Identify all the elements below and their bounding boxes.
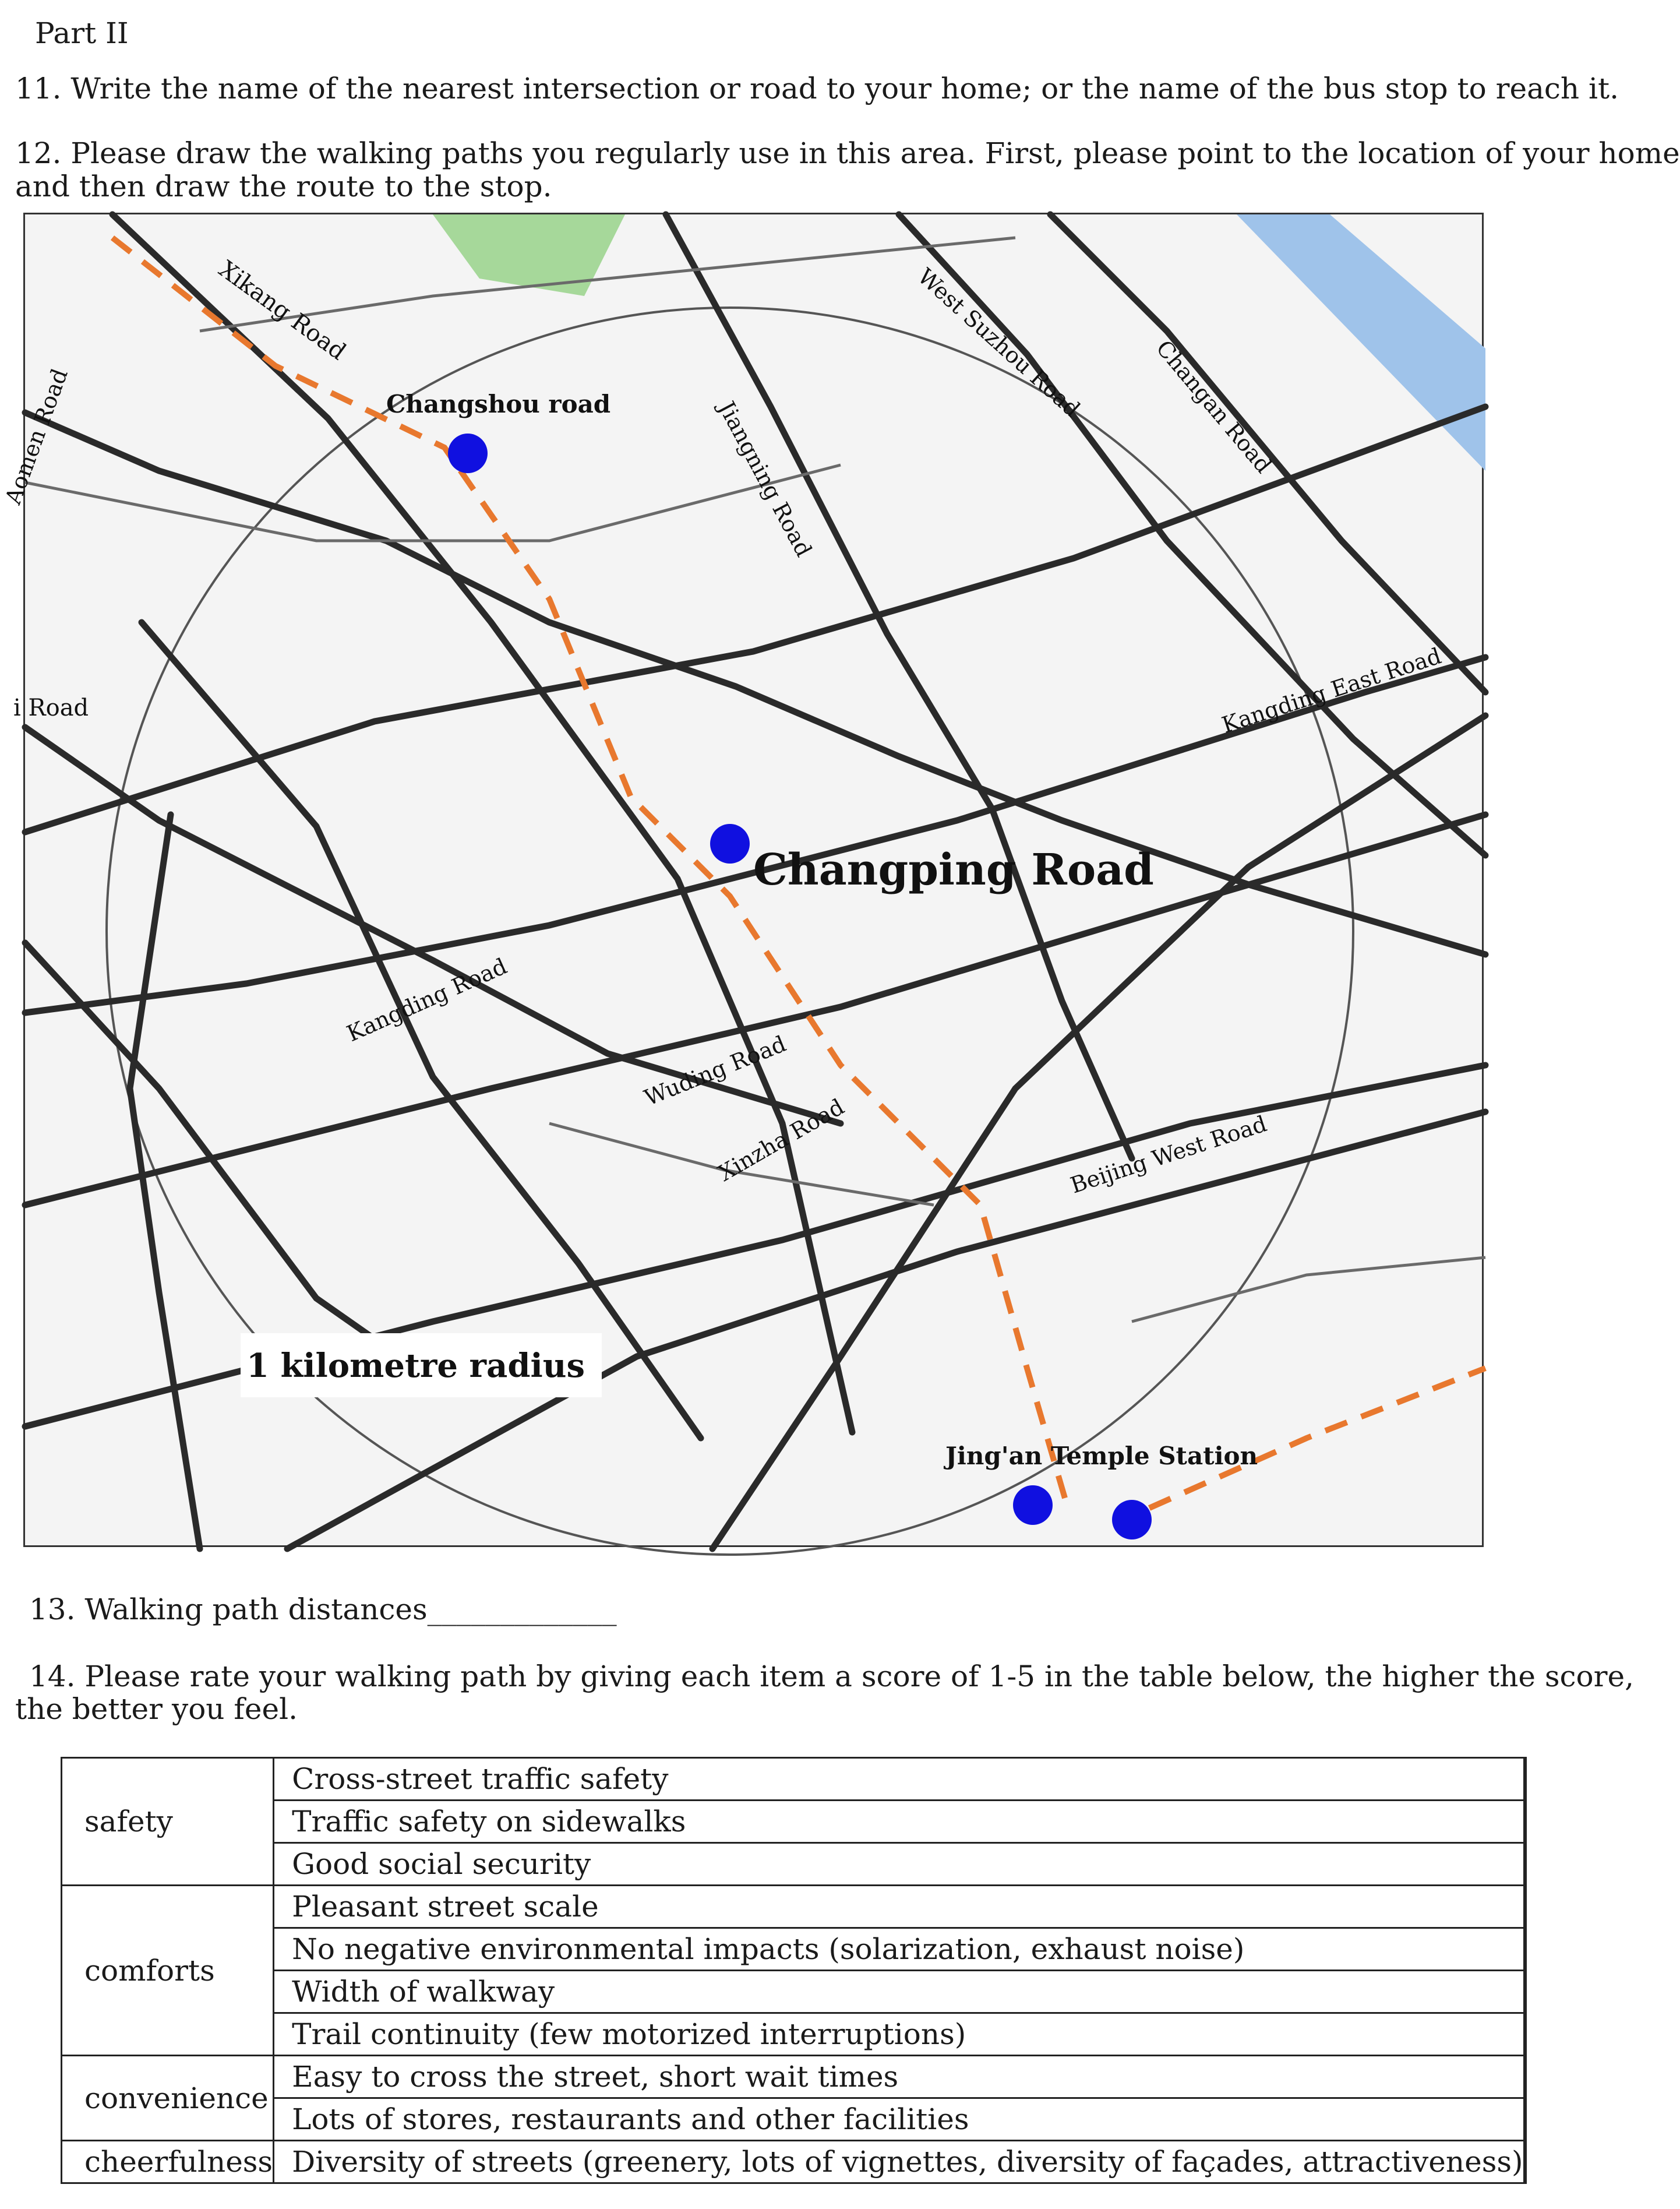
question-13: 13. Walking path distances_____________ <box>29 1593 617 1626</box>
table-row <box>62 2098 1526 2141</box>
stop-marker-changping <box>710 824 750 864</box>
stop-marker-jingan-1 <box>1013 1485 1053 1525</box>
question-11: 11. Write the name of the nearest intersection or road to your home; or the name of the bus stop to reach it. <box>15 72 1619 105</box>
stop-marker-jingan-2 <box>1112 1500 1152 1539</box>
walking-route-east <box>1149 1368 1485 1508</box>
item-cell: No negative environmental impacts (solarization, exhaust noise) <box>274 1928 1524 1971</box>
item-cell: Pleasant street scale <box>274 1886 1524 1928</box>
category-cell: safety <box>62 1758 274 1886</box>
score-cell[interactable] <box>1524 1758 1526 1801</box>
label-changshou-road: Changshou road <box>386 390 611 418</box>
label-kangding-east-road: Kangding East Road <box>1219 643 1445 738</box>
label-kangding-road: Kangding Road <box>343 953 511 1047</box>
item-cell: Cross-street traffic safety <box>274 1758 1524 1801</box>
score-cell[interactable] <box>1524 2098 1526 2141</box>
park-shape <box>433 214 625 296</box>
label-xinzha-road: Xinzha Road <box>714 1093 849 1186</box>
item-cell: Good social security <box>274 1843 1524 1886</box>
label-changan-road: Changan Road <box>1151 335 1277 478</box>
item-cell: Trail continuity (few motorized interruptions) <box>274 2013 1524 2056</box>
river-shape <box>1237 214 1485 471</box>
score-cell[interactable] <box>1524 2013 1526 2056</box>
label-jingan-station: Jing'an Temple Station <box>945 1442 1258 1470</box>
item-cell: Diversity of streets (greenery, lots of vignettes, diversity of façades, attractiveness) <box>274 2141 1524 2183</box>
rating-table <box>61 1757 1527 2184</box>
question-12-line-1: 12. Please draw the walking paths you regularly use in this area. First, please point to the location of your home <box>15 136 1680 170</box>
item-cell: Width of walkway <box>274 1971 1524 2013</box>
category-cell: convenience <box>62 2056 274 2141</box>
table-row <box>62 2013 1526 2056</box>
label-west-suzhou-road: West Suzhou Road <box>912 263 1085 422</box>
score-cell[interactable] <box>1524 1801 1526 1843</box>
label-radius: 1 kilometre radius <box>246 1347 585 1385</box>
table-row <box>62 1758 1526 1801</box>
question-12-line-2: and then draw the route to the stop. <box>15 170 552 203</box>
score-cell[interactable] <box>1524 2056 1526 2098</box>
table-row <box>62 1928 1526 1971</box>
score-cell[interactable] <box>1524 1843 1526 1886</box>
label-changping-road: Changping Road <box>753 845 1154 895</box>
question-14-line-2: the better you feel. <box>15 1692 298 1726</box>
category-cell: comforts <box>62 1886 274 2056</box>
score-cell[interactable] <box>1524 1886 1526 1928</box>
neighborhood-map[interactable] <box>0 213 1484 1547</box>
item-cell: Easy to cross the street, short wait times <box>274 2056 1524 2098</box>
category-cell: cheerfulness <box>62 2141 274 2183</box>
score-cell[interactable] <box>1524 1971 1526 2013</box>
question-14-line-1: 14. Please rate your walking path by giving each item a score of 1-5 in the table below, the higher the score, <box>29 1660 1635 1693</box>
table-row <box>62 2141 1526 2183</box>
score-cell[interactable] <box>1524 1928 1526 1971</box>
table-row <box>62 1886 1526 1928</box>
stop-marker-changshou <box>448 434 488 473</box>
label-aomen-road: Aomen Road <box>0 365 73 508</box>
label-wuding-road: Wuding Road <box>640 1030 790 1111</box>
label-jiangning-road: Jiangning Road <box>714 397 817 561</box>
item-cell: Lots of stores, restaurants and other facilities <box>274 2098 1524 2141</box>
label-road-left: i Road <box>13 695 89 721</box>
map-canvas <box>0 214 1485 1549</box>
table-row <box>62 1801 1526 1843</box>
score-cell[interactable] <box>1524 2141 1526 2183</box>
table-row <box>62 2056 1526 2098</box>
item-cell: Traffic safety on sidewalks <box>274 1801 1524 1843</box>
label-beijing-west-road: Beijing West Road <box>1067 1111 1270 1199</box>
table-row <box>62 1971 1526 2013</box>
label-xikang-road: Xikang Road <box>214 255 351 366</box>
part-heading: Part II <box>35 16 129 50</box>
table-row <box>62 1843 1526 1886</box>
